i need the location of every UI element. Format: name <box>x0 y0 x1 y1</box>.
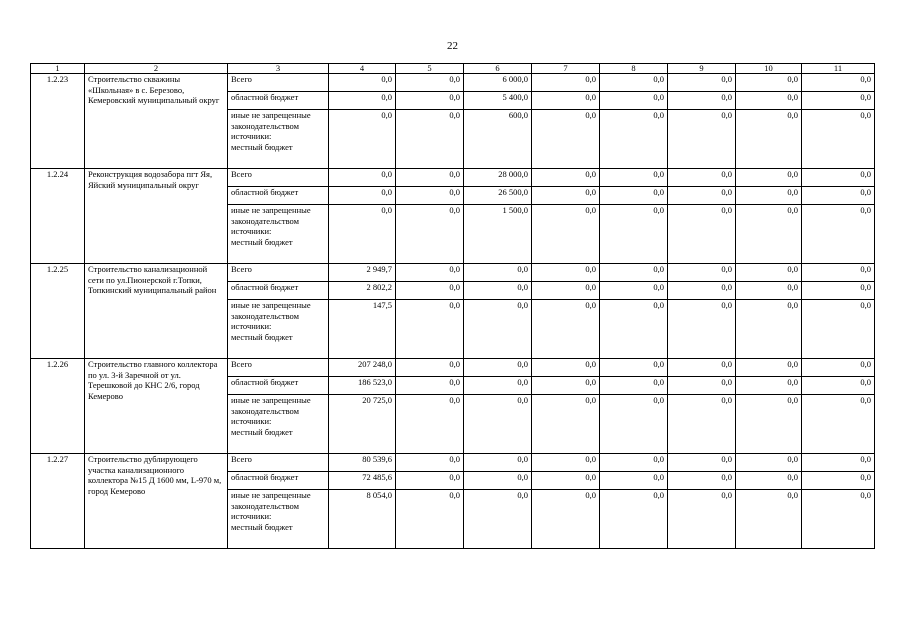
amount-cell: 0,0 <box>802 74 875 92</box>
amount-cell: 2 802,2 <box>329 282 396 300</box>
amount-cell: 0,0 <box>736 377 802 395</box>
amount-cell: 0,0 <box>736 110 802 169</box>
item-name: Реконструкция водозабора пгт Яя, Яйский муниципальный округ <box>85 169 228 264</box>
amount-cell: 0,0 <box>464 264 532 282</box>
amount-cell: 0,0 <box>668 490 736 549</box>
amount-cell: 0,0 <box>668 110 736 169</box>
table-row <box>31 169 875 187</box>
amount-cell: 0,0 <box>396 282 464 300</box>
amount-cell: 0,0 <box>600 187 668 205</box>
amount-cell: 0,0 <box>396 472 464 490</box>
item-code: 1.2.23 <box>31 74 85 169</box>
amount-cell: 0,0 <box>464 300 532 359</box>
amount-cell: 0,0 <box>736 359 802 377</box>
item-name: Строительство дублирующего участка канализационного коллектора №15 Д 1600 мм, L-970 м, город Кемерово <box>85 454 228 549</box>
table-row <box>31 74 875 92</box>
funding-source-label: областной бюджет <box>228 377 329 395</box>
amount-cell: 0,0 <box>802 395 875 454</box>
amount-cell: 0,0 <box>464 490 532 549</box>
amount-cell: 0,0 <box>802 92 875 110</box>
amount-cell: 0,0 <box>668 472 736 490</box>
amount-cell: 0,0 <box>396 490 464 549</box>
table-row <box>31 264 875 282</box>
amount-cell: 0,0 <box>736 454 802 472</box>
amount-cell: 0,0 <box>396 110 464 169</box>
column-header: 2 <box>85 64 228 74</box>
amount-cell: 0,0 <box>736 264 802 282</box>
column-header: 6 <box>464 64 532 74</box>
amount-cell: 0,0 <box>668 454 736 472</box>
amount-cell: 0,0 <box>600 377 668 395</box>
amount-cell: 0,0 <box>464 454 532 472</box>
column-header: 4 <box>329 64 396 74</box>
amount-cell: 0,0 <box>396 300 464 359</box>
amount-cell: 28 000,0 <box>464 169 532 187</box>
funding-source-label: областной бюджет <box>228 187 329 205</box>
amount-cell: 0,0 <box>600 205 668 264</box>
amount-cell: 0,0 <box>396 377 464 395</box>
amount-cell: 6 000,0 <box>464 74 532 92</box>
amount-cell: 0,0 <box>396 74 464 92</box>
amount-cell: 0,0 <box>600 282 668 300</box>
amount-cell: 0,0 <box>668 264 736 282</box>
amount-cell: 0,0 <box>532 205 600 264</box>
amount-cell: 0,0 <box>736 395 802 454</box>
amount-cell: 207 248,0 <box>329 359 396 377</box>
amount-cell: 0,0 <box>600 300 668 359</box>
funding-source-label: иные не запрещенные законодательством источники: местный бюджет <box>228 395 329 454</box>
amount-cell: 0,0 <box>464 377 532 395</box>
funding-source-label: иные не запрещенные законодательством источники: местный бюджет <box>228 110 329 169</box>
column-header: 7 <box>532 64 600 74</box>
amount-cell: 0,0 <box>532 187 600 205</box>
table-row <box>31 454 875 472</box>
amount-cell: 0,0 <box>736 74 802 92</box>
column-header: 3 <box>228 64 329 74</box>
amount-cell: 5 400,0 <box>464 92 532 110</box>
item-code: 1.2.25 <box>31 264 85 359</box>
amount-cell: 0,0 <box>802 264 875 282</box>
funding-source-label: иные не запрещенные законодательством источники: местный бюджет <box>228 205 329 264</box>
amount-cell: 0,0 <box>802 110 875 169</box>
amount-cell: 0,0 <box>329 92 396 110</box>
amount-cell: 0,0 <box>464 282 532 300</box>
amount-cell: 147,5 <box>329 300 396 359</box>
amount-cell: 0,0 <box>668 377 736 395</box>
amount-cell: 0,0 <box>329 110 396 169</box>
amount-cell: 0,0 <box>600 359 668 377</box>
amount-cell: 0,0 <box>802 377 875 395</box>
amount-cell: 0,0 <box>396 395 464 454</box>
amount-cell: 600,0 <box>464 110 532 169</box>
amount-cell: 0,0 <box>668 282 736 300</box>
amount-cell: 1 500,0 <box>464 205 532 264</box>
amount-cell: 0,0 <box>329 169 396 187</box>
amount-cell: 0,0 <box>532 92 600 110</box>
item-name: Строительство канализационной сети по ул.Пионерской г.Топки, Топкинский муниципальный район <box>85 264 228 359</box>
amount-cell: 2 949,7 <box>329 264 396 282</box>
table-body <box>31 74 875 549</box>
amount-cell: 0,0 <box>668 395 736 454</box>
item-code: 1.2.26 <box>31 359 85 454</box>
amount-cell: 0,0 <box>532 169 600 187</box>
amount-cell: 0,0 <box>396 264 464 282</box>
amount-cell: 0,0 <box>802 282 875 300</box>
amount-cell: 0,0 <box>668 169 736 187</box>
amount-cell: 0,0 <box>396 205 464 264</box>
amount-cell: 0,0 <box>668 74 736 92</box>
amount-cell: 0,0 <box>802 300 875 359</box>
amount-cell: 0,0 <box>600 92 668 110</box>
amount-cell: 0,0 <box>668 300 736 359</box>
funding-source-label: Всего <box>228 264 329 282</box>
amount-cell: 8 054,0 <box>329 490 396 549</box>
funding-source-label: Всего <box>228 359 329 377</box>
amount-cell: 0,0 <box>736 169 802 187</box>
funding-source-label: иные не запрещенные законодательством источники: местный бюджет <box>228 490 329 549</box>
amount-cell: 0,0 <box>329 205 396 264</box>
header-row <box>31 64 875 74</box>
amount-cell: 0,0 <box>600 472 668 490</box>
budget-table <box>30 63 875 549</box>
funding-source-label: областной бюджет <box>228 282 329 300</box>
amount-cell: 0,0 <box>668 205 736 264</box>
amount-cell: 0,0 <box>532 454 600 472</box>
amount-cell: 0,0 <box>464 472 532 490</box>
amount-cell: 0,0 <box>802 205 875 264</box>
funding-source-label: Всего <box>228 74 329 92</box>
amount-cell: 0,0 <box>600 264 668 282</box>
amount-cell: 0,0 <box>532 377 600 395</box>
item-name: Строительство скважины «Школьная» в с. Березово, Кемеровский муниципальный округ <box>85 74 228 169</box>
amount-cell: 0,0 <box>600 490 668 549</box>
amount-cell: 0,0 <box>668 359 736 377</box>
column-header: 5 <box>396 64 464 74</box>
amount-cell: 0,0 <box>329 74 396 92</box>
amount-cell: 0,0 <box>802 490 875 549</box>
amount-cell: 0,0 <box>329 187 396 205</box>
amount-cell: 72 485,6 <box>329 472 396 490</box>
funding-source-label: областной бюджет <box>228 472 329 490</box>
funding-source-label: Всего <box>228 454 329 472</box>
item-code: 1.2.24 <box>31 169 85 264</box>
amount-cell: 0,0 <box>532 359 600 377</box>
amount-cell: 26 500,0 <box>464 187 532 205</box>
amount-cell: 0,0 <box>532 110 600 169</box>
amount-cell: 0,0 <box>464 395 532 454</box>
amount-cell: 0,0 <box>802 187 875 205</box>
amount-cell: 0,0 <box>532 282 600 300</box>
column-header: 8 <box>600 64 668 74</box>
amount-cell: 20 725,0 <box>329 395 396 454</box>
amount-cell: 0,0 <box>802 359 875 377</box>
funding-source-label: Всего <box>228 169 329 187</box>
amount-cell: 0,0 <box>396 187 464 205</box>
amount-cell: 0,0 <box>736 205 802 264</box>
amount-cell: 0,0 <box>736 490 802 549</box>
amount-cell: 0,0 <box>396 92 464 110</box>
amount-cell: 80 539,6 <box>329 454 396 472</box>
table-row <box>31 359 875 377</box>
amount-cell: 0,0 <box>600 169 668 187</box>
amount-cell: 0,0 <box>532 490 600 549</box>
column-header: 11 <box>802 64 875 74</box>
column-header: 1 <box>31 64 85 74</box>
amount-cell: 0,0 <box>532 395 600 454</box>
item-name: Строительство главного коллектора по ул. 3-й Заречной от ул. Терешковой до КНС 2/6, город Кемерово <box>85 359 228 454</box>
amount-cell: 0,0 <box>736 472 802 490</box>
amount-cell: 0,0 <box>600 74 668 92</box>
amount-cell: 0,0 <box>736 92 802 110</box>
amount-cell: 0,0 <box>532 300 600 359</box>
amount-cell: 0,0 <box>532 472 600 490</box>
amount-cell: 0,0 <box>600 110 668 169</box>
amount-cell: 0,0 <box>736 300 802 359</box>
item-code: 1.2.27 <box>31 454 85 549</box>
amount-cell: 0,0 <box>532 264 600 282</box>
amount-cell: 0,0 <box>464 359 532 377</box>
amount-cell: 0,0 <box>532 74 600 92</box>
funding-source-label: иные не запрещенные законодательством источники: местный бюджет <box>228 300 329 359</box>
amount-cell: 0,0 <box>396 169 464 187</box>
amount-cell: 0,0 <box>396 454 464 472</box>
amount-cell: 0,0 <box>668 92 736 110</box>
amount-cell: 0,0 <box>600 454 668 472</box>
amount-cell: 0,0 <box>396 359 464 377</box>
amount-cell: 0,0 <box>802 454 875 472</box>
amount-cell: 0,0 <box>802 169 875 187</box>
page-number: 22 <box>447 40 458 52</box>
column-header: 9 <box>668 64 736 74</box>
amount-cell: 0,0 <box>736 187 802 205</box>
amount-cell: 0,0 <box>736 282 802 300</box>
amount-cell: 0,0 <box>802 472 875 490</box>
amount-cell: 0,0 <box>600 395 668 454</box>
amount-cell: 0,0 <box>668 187 736 205</box>
funding-source-label: областной бюджет <box>228 92 329 110</box>
column-header: 10 <box>736 64 802 74</box>
amount-cell: 186 523,0 <box>329 377 396 395</box>
